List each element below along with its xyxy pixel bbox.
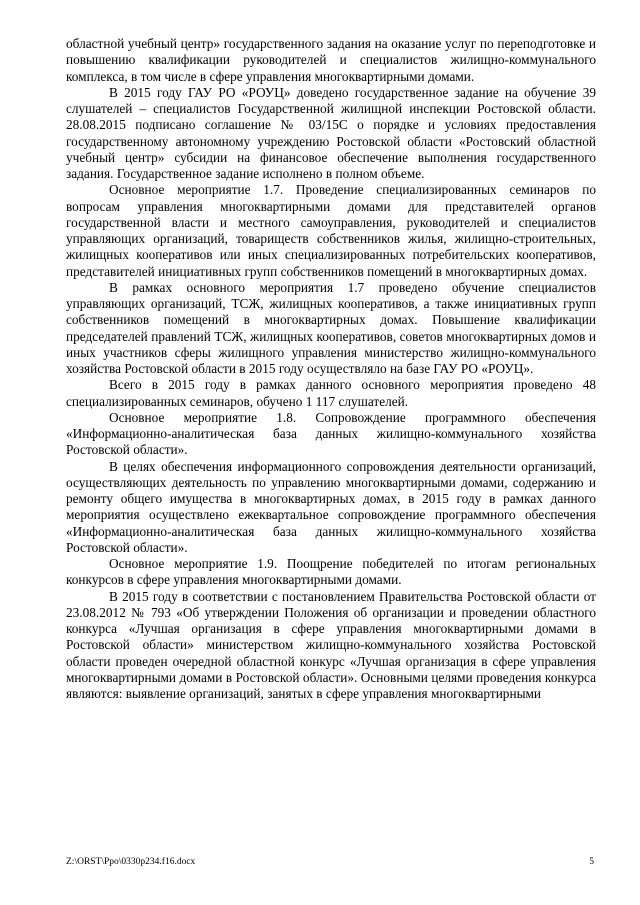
footer-file-path: Z:\ORST\Ppo\0330p234.f16.docx [66, 857, 196, 867]
paragraph-continuation: областной учебный центр» государственного задания на оказание услуг по переподготовке и повышению квалификации руководителей и специалистов жилищно-коммунального комплекса, в том числе в сфере управления многоквартирными домами. [66, 36, 596, 84]
document-body [66, 36, 596, 702]
paragraph: В рамках основного мероприятия 1.7 проведено обучение специалистов управляющих организаций, ТСЖ, жилищных кооперативов, а также инициативных групп собственников помещений в многоквартирных домах. Повышение квалификации председателей правлений ТСЖ, жилищных кооперативов, советов многоквартирных домов и иных участников сферы жилищного управления министерство жилищно-коммунального хозяйства Ростовской области в 2015 году осуществляло на базе ГАУ РО «РОУЦ». [66, 279, 596, 376]
paragraph: Основное мероприятие 1.7. Проведение специализированных семинаров по вопросам управления многоквартирными домами для представителей органов государственной власти и местного самоуправления, руководителей и специалистов управляющих организаций, товариществ собственников жилья, жилищно-строительных, жилищных кооперативов или иных специализированных потребительских кооперативов, представителей инициативных групп собственников помещений в многоквартирных домах. [66, 182, 596, 279]
paragraph: Основное мероприятие 1.9. Поощрение победителей по итогам региональных конкурсов в сфере управления многоквартирными домами. [66, 556, 596, 588]
paragraph: В 2015 году ГАУ РО «РОУЦ» доведено государственное задание на обучение 39 слушателей – специалистов Государственной жилищной инспекции Ростовской области. 28.08.2015 подписано соглашение № 03/15С о порядке и условиях предоставления государственному автономному учреждению Ростовской области «Ростовский областной учебный центр» субсидии на финансовое обеспечение выполнения государственного задания. Государственное задание исполнено в полном объеме. [66, 84, 596, 181]
paragraph: Всего в 2015 году в рамках данного основного мероприятия проведено 48 специализированных семинаров, обучено 1 117 слушателей. [66, 377, 596, 409]
paragraph: В 2015 году в соответствии с постановлением Правительства Ростовской области от 23.08.2012 № 793 «Об утверждении Положения об организации и проведении областного конкурса «Лучшая организация в сфере управления многоквартирными домами в Ростовской области» министерством жилищно-коммунального хозяйства Ростовской области проведен очередной областной конкурс «Лучшая организация в сфере управления многоквартирными домами в Ростовской области». Основными целями проведения конкурса являются: выявление организаций, занятых в сфере управления многоквартирными [66, 588, 596, 701]
paragraph: В целях обеспечения информационного сопровождения деятельности организаций, осуществляющих деятельность по управлению многоквартирными домами, содержанию и ремонту общего имущества в многоквартирных домах, в 2015 году в рамках данного мероприятия осуществлено ежеквартальное сопровождение программного обеспечения «Информационно-аналитическая база данных жилищно-коммунального хозяйства Ростовской области». [66, 458, 596, 555]
paragraph: Основное мероприятие 1.8. Сопровождение программного обеспечения «Информационно-аналитическая база данных жилищно-коммунального хозяйства Ростовской области». [66, 409, 596, 458]
page-number: 5 [589, 857, 594, 867]
